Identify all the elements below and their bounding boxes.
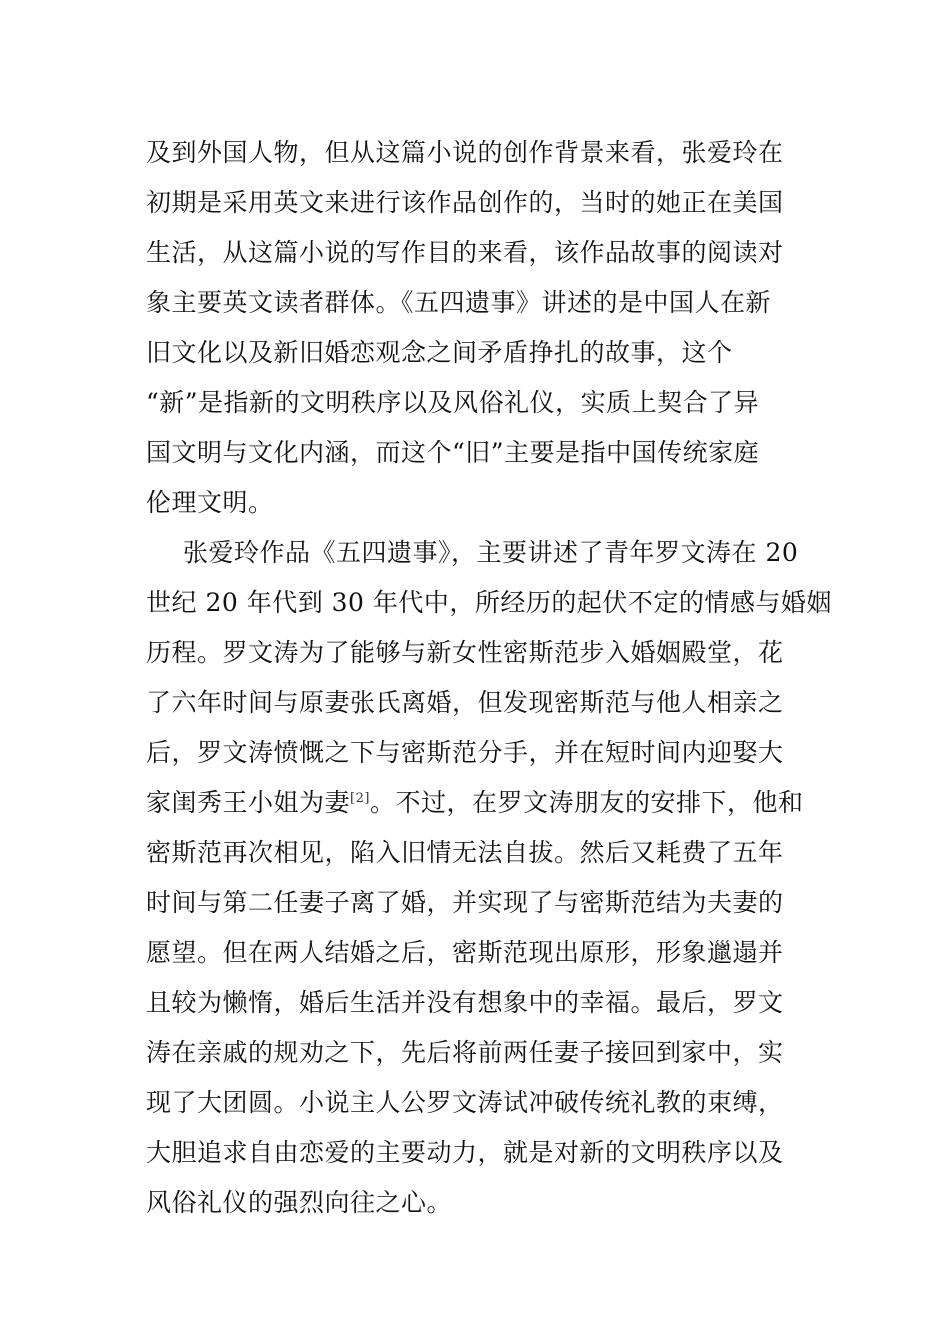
paragraph-2 [146,528,832,1228]
text-segment: 。不过，在罗文涛朋友的安排下，他和 [369,788,804,817]
text-line: 大胆追求自由恋爱的主要动力，就是对新的文明秩序以及 [146,1138,784,1167]
text-line: 初期是采用英文来进行该作品创作的，当时的她正在美国 [146,188,784,217]
text-line: 愿望。但在两人结婚之后，密斯范现出原形，形象邋遢并 [146,938,784,967]
text-line: 历程。罗文涛为了能够与新女性密斯范步入婚姻殿堂，花 [146,638,784,667]
text-line: 风俗礼仪的强烈向往之心。 [146,1188,453,1217]
text-line: 象主要英文读者群体。《五四遗事》讲述的是中国人在新 [146,288,772,317]
text-line: 涛在亲戚的规劝之下，先后将前两任妻子接回到家中，实 [146,1038,784,1067]
citation-reference: [2] [350,791,370,806]
text-line: 旧文化以及新旧婚恋观念之间矛盾挣扎的故事，这个 [146,338,733,367]
text-line: 时间与第二任妻子离了婚，并实现了与密斯范结为夫妻的 [146,888,784,917]
text-line: 国文明与文化内涵，而这个“旧”主要是指中国传统家庭 [146,438,760,467]
text-line-with-citation [146,778,806,828]
paragraph-1 [146,128,806,528]
text-line: 伦理文明。 [146,488,274,517]
text-line: 后，罗文涛愤慨之下与密斯范分手，并在短时间内迎娶大 [146,738,784,767]
text-line: 世纪 20 年代到 30 年代中，所经历的起伏不定的情感与婚姻 [146,588,832,617]
text-line: 现了大团圆。小说主人公罗文涛试冲破传统礼教的束缚， [146,1088,784,1117]
text-line: 张爱玲作品《五四遗事》，主要讲述了青年罗文涛在 20 [183,538,799,567]
text-line: 密斯范再次相见，陷入旧情无法自拔。然后又耗费了五年 [146,838,784,867]
text-line: 及到外国人物，但从这篇小说的创作背景来看，张爱玲在 [146,138,784,167]
text-line: 生活，从这篇小说的写作目的来看，该作品故事的阅读对 [146,238,784,267]
text-line: “新”是指新的文明秩序以及风俗礼仪，实质上契合了异 [146,388,760,417]
text-line: 了六年时间与原妻张氏离婚，但发现密斯范与他人相亲之 [146,688,784,717]
text-segment: 家闺秀王小姐为妻 [146,788,351,817]
document-body [146,128,832,1228]
text-line: 且较为懒惰，婚后生活并没有想象中的幸福。最后，罗文 [146,988,784,1017]
